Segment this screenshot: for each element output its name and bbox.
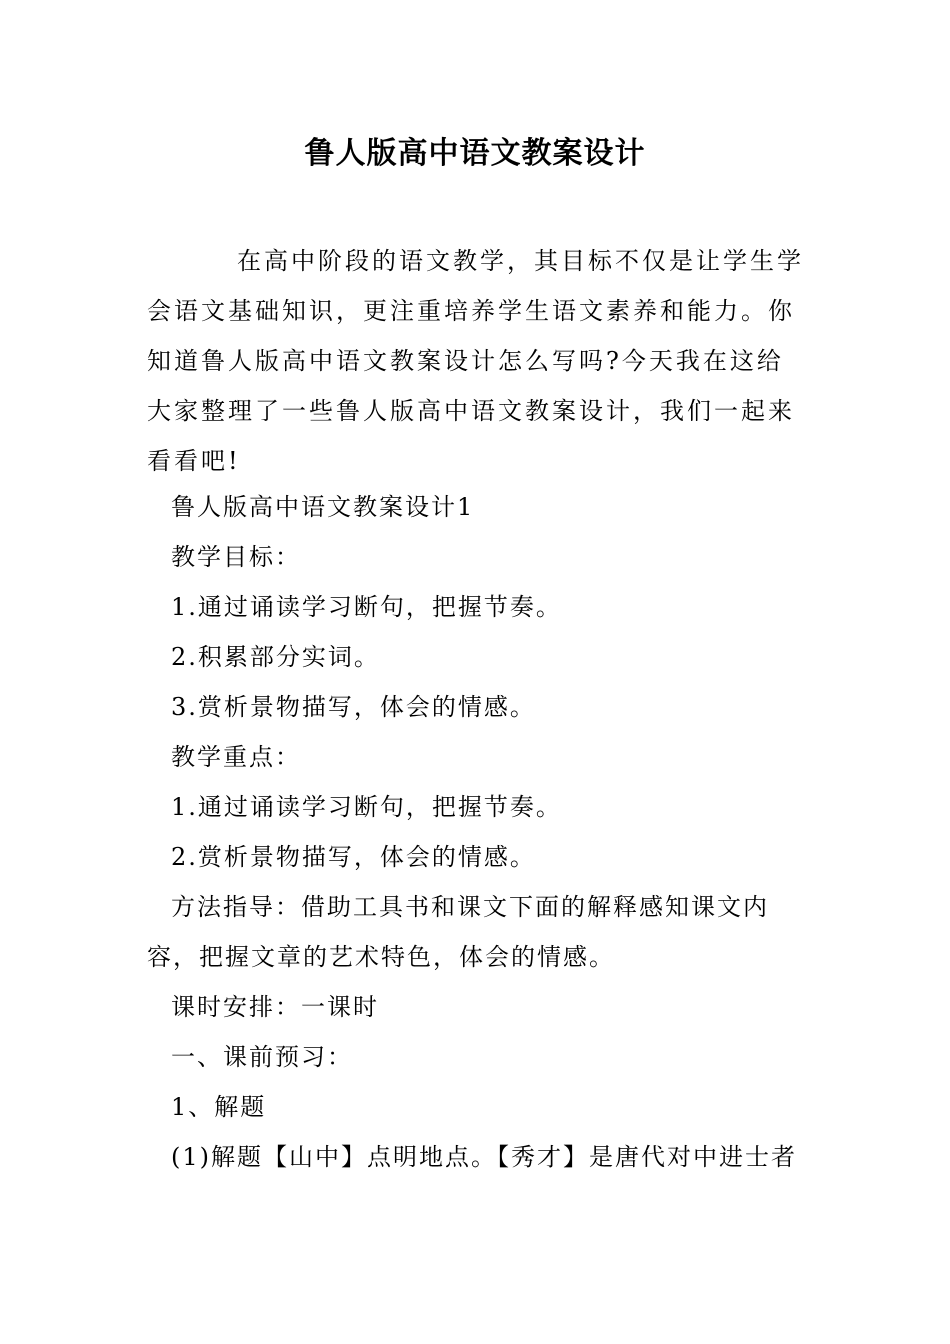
paragraph: 1.通过诵读学习断句，把握节奏。 (171, 793, 562, 821)
paragraph: 3.赏析景物描写，体会的情感。 (171, 693, 536, 721)
paragraph: 2.积累部分实词。 (171, 643, 380, 671)
paragraph: 1.通过诵读学习断句，把握节奏。 (171, 593, 562, 621)
paragraph: (1)解题【山中】点明地点。【秀才】是唐代对中进士者 (171, 1143, 797, 1171)
paragraph: 教学重点： (171, 743, 301, 771)
paragraph: 2.赏析景物描写，体会的情感。 (171, 843, 536, 871)
paragraph: 一、课前预习： (171, 1043, 353, 1071)
paragraph: 教学目标： (171, 543, 301, 571)
document-body (147, 482, 807, 1182)
section-heading: 鲁人版高中语文教案设计1 (171, 493, 475, 521)
intro-paragraph: 在高中阶段的语文教学，其目标不仅是让学生学会语文基础知识，更注重培养学生语文素养和能力。你知道鲁人版高中语文教案设计怎么写吗?今天我在这给大家整理了一些鲁人版高中语文教案设计，我们一起来看看吧! (147, 247, 804, 475)
document-title: 鲁人版高中语文教案设计 (304, 136, 646, 171)
paragraph: 课时安排：一课时 (171, 993, 379, 1021)
paragraph: 1、解题 (171, 1093, 267, 1121)
paragraph: 方法指导：借助工具书和课文下面的解释感知课文内容，把握文章的艺术特色，体会的情感。 (147, 893, 769, 971)
